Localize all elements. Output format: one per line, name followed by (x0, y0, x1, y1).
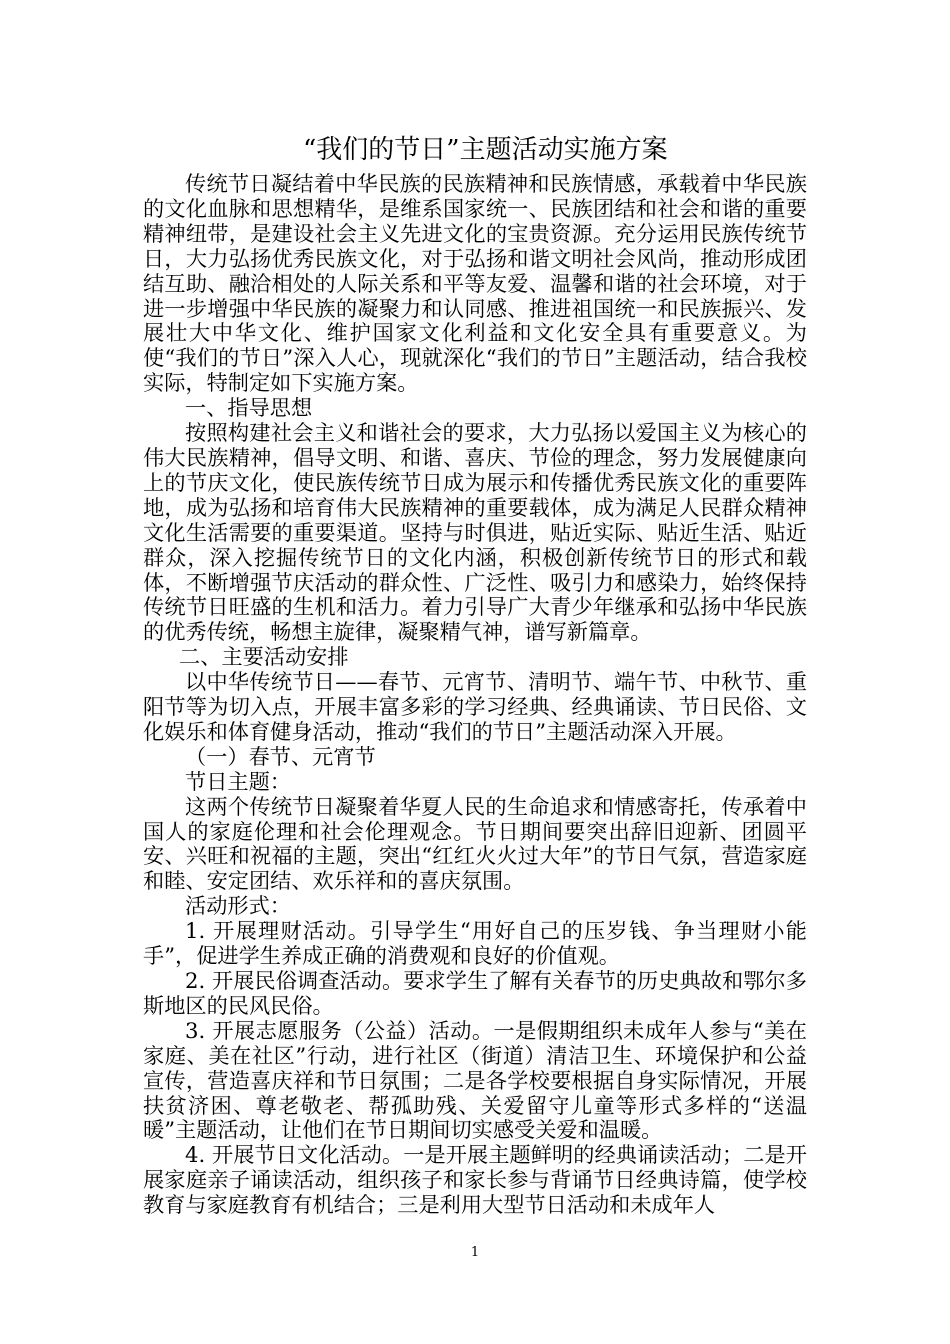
activity-item: 1. 开展理财活动。引导学生“用好自己的压岁钱、争当理财小能手”，促进学生养成正确的消费观和良好的价值观。 (143, 918, 807, 969)
section-heading-guiding-thought: 一、指导思想 (185, 395, 313, 421)
intro-paragraph: 传统节日凝结着中华民族的民族精神和民族情感，承载着中华民族的文化血脉和思想精华，是维系国家统一、民族团结和社会和谐的重要精神纽带，是建设社会主义先进文化的宝贵资源。充分运用民族传统节日，大力弘扬优秀民族文化，对于弘扬和谐文明社会风尚，推动形成团结互助、融洽相处的人际关系和平等友爱、温馨和谐的社会环境，对于进一步增强中华民族的凝聚力和认同感、推进祖国统一和民族振兴、发展壮大中华文化、维护国家文化利益和文化安全具有重要意义。为使“我们的节日”深入人心，现就深化“我们的节日”主题活动，结合我校实际，特制定如下实施方案。 (143, 171, 807, 396)
document-body (143, 132, 807, 1218)
activity-item: 2. 开展民俗调查活动。要求学生了解有关春节的历史典故和鄂尔多斯地区的民风民俗。 (143, 968, 807, 1018)
festival-theme-label: 节日主题： (185, 768, 291, 794)
guiding-thought-paragraph: 按照构建社会主义和谐社会的要求，大力弘扬以爱国主义为核心的伟大民族精神，倡导文明、和谐、喜庆、节俭的理念，努力发展健康向上的节庆文化，使民族传统节日成为展示和传播优秀民族文化的重要阵地，成为弘扬和培育伟大民族精神的重要载体，成为满足人民群众精神文化生活需要的重要渠道。坚持与时俱进，贴近实际、贴近生活、贴近群众，深入挖掘传统节日的文化内涵，积极创新传统节日的形式和载体，不断增强节庆活动的群众性、广泛性、吸引力和感染力，始终保持传统节日旺盛的生机和活力。着力引导广大青少年继承和弘扬中华民族的优秀传统，畅想主旋律，凝聚精气神，谱写新篇章。 (143, 420, 807, 645)
main-activities-paragraph: 以中华传统节日——春节、元宵节、清明节、端午节、中秋节、重阳节等为切入点，开展丰富多彩的学习经典、经典诵读、节日民俗、文化娱乐和体育健身活动，推动“我们的节日”主题活动深入开展。 (143, 669, 807, 744)
activity-forms-label: 活动形式： (185, 893, 291, 919)
document-title: “我们的节日”主题活动实施方案 (303, 135, 668, 165)
festival-theme-paragraph: 这两个传统节日凝聚着华夏人民的生命追求和情感寄托，传承着中国人的家庭伦理和社会伦理观念。节日期间要突出辞旧迎新、团圆平安、兴旺和祝福的主题，突出“红红火火过大年”的节日气氛，营造家庭和睦、安定团结、欢乐祥和的喜庆氛围。 (143, 793, 807, 894)
section-heading-main-activities: 二、主要活动安排 (179, 644, 349, 670)
page-number: 1 (470, 1245, 480, 1260)
activity-item: 4. 开展节日文化活动。一是开展主题鲜明的经典诵读活动；二是开展家庭亲子诵读活动，组织孩子和家长参与背诵节日经典诗篇，使学校教育与家庭教育有机结合；三是利用大型节日活动和未成年人 (143, 1142, 807, 1218)
activity-item: 3. 开展志愿服务（公益）活动。一是假期组织未成年人参与“美在家庭、美在社区”行动，进行社区（街道）清洁卫生、环境保护和公益宣传，营造喜庆祥和节日氛围；二是各学校要根据自身实际情况，开展扶贫济困、尊老敬老、帮孤助残、关爱留守儿童等形式多样的“送温暖”主题活动，让他们在节日期间切实感受关爱和温暖。 (143, 1017, 807, 1143)
subsection-heading-spring-festival: （一）春节、元宵节 (185, 743, 376, 769)
